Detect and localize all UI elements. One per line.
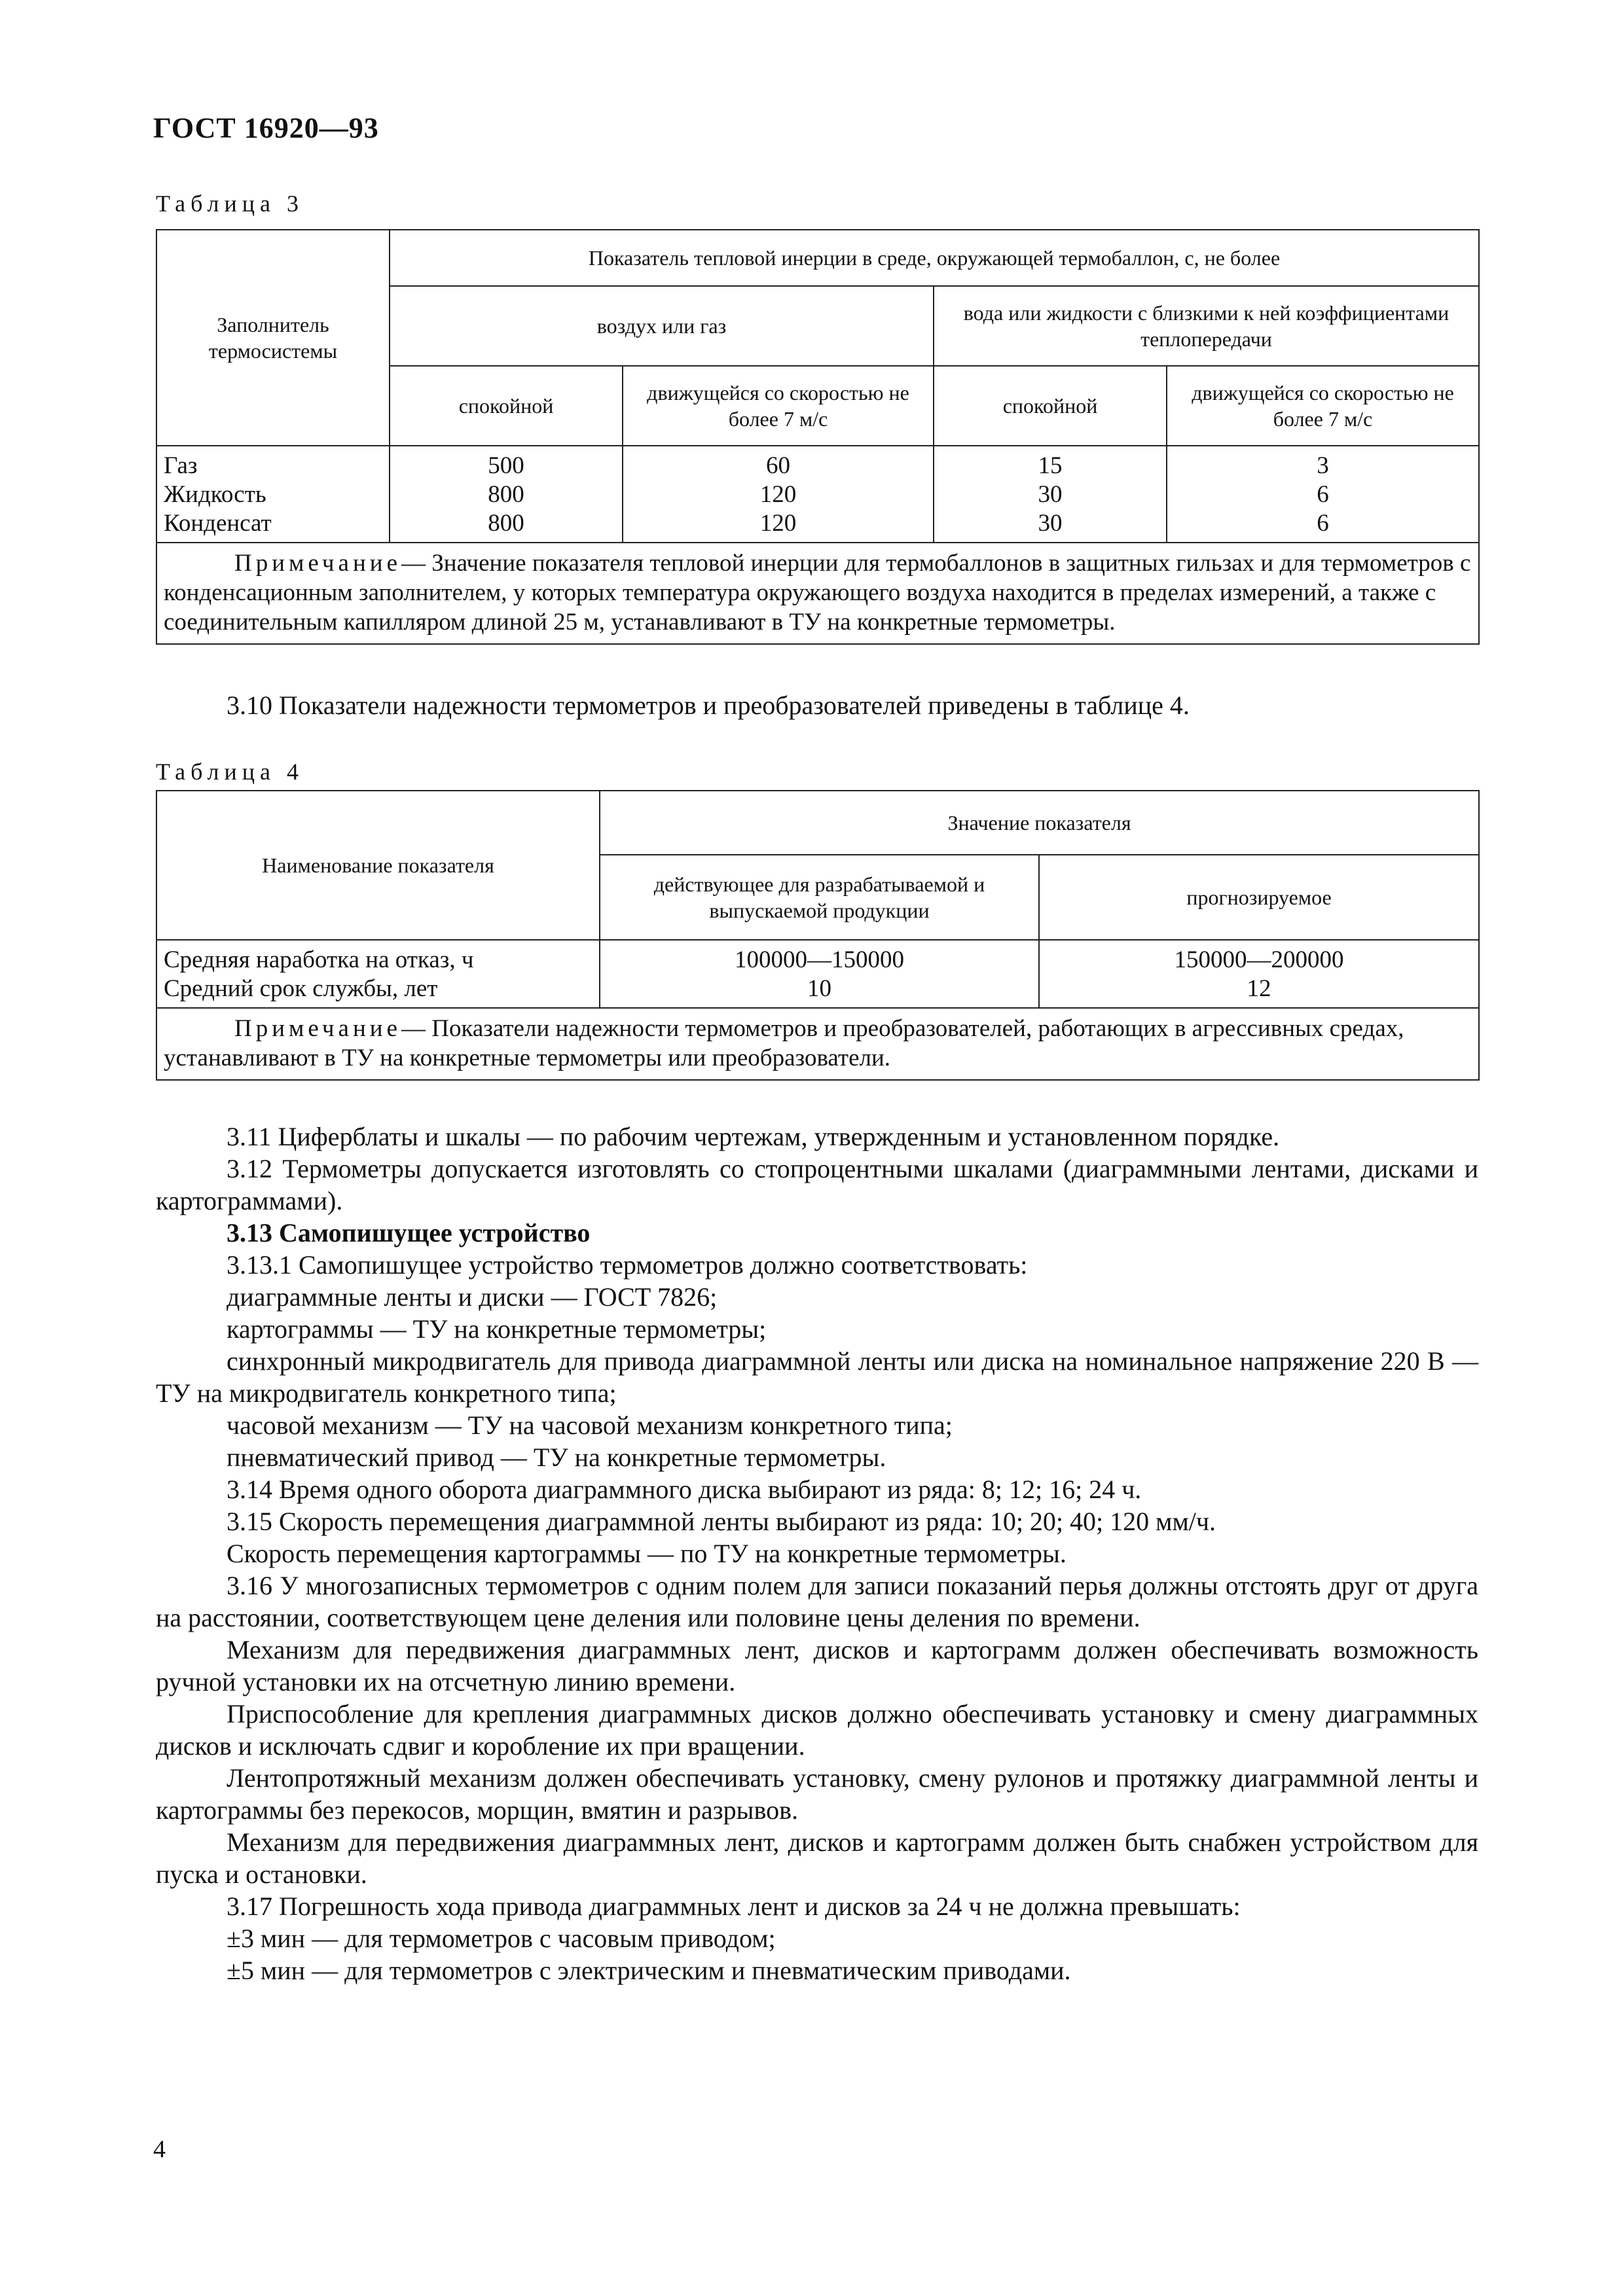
document-title: ГОСТ 16920—93	[153, 112, 379, 144]
table-3-value: 3	[1317, 452, 1329, 479]
paragraph: синхронный микродвигатель для привода диаграммной ленты или диска на номинальное напряжение 220 В — ТУ на микродвигатель конкретного типа;	[156, 1346, 1478, 1408]
table-3-value: 60	[766, 452, 790, 479]
table-3-value: 500	[488, 452, 524, 479]
table-3	[156, 229, 1480, 645]
paragraph: 3.13.1 Самопишущее устройство термометров должно соответствовать:	[227, 1250, 1028, 1280]
paragraph: 3.11 Циферблаты и шкалы — по рабочим чертежам, утвержденным и установленном порядке.	[227, 1122, 1280, 1151]
table-4-row-name: Средняя наработка на отказ, ч	[164, 946, 474, 973]
table-3-row-header: Заполнитель термосистемы	[156, 230, 390, 446]
table-3-note	[156, 543, 1479, 644]
table-4-value: 10	[807, 975, 831, 1002]
table-4-caption: Таблица 4	[156, 759, 304, 785]
table-3-row-name: Жидкость	[164, 481, 266, 508]
table-3-medium-water: вода или жидкости с близкими к ней коэффициентами теплопередачи	[934, 286, 1479, 366]
paragraph: ±5 мин — для термометров с электрическим и пневматическим приводами.	[227, 1956, 1071, 1985]
paragraph: 3.16 У многозаписных термометров с одним полем для записи показаний перья должны отстоять друг от друга на расстоянии, соответствующем цене деления или половине цены деления по времени.	[156, 1571, 1478, 1632]
page-number: 4	[153, 2136, 166, 2163]
table-4-row-name: Средний срок службы, лет	[164, 975, 438, 1002]
section-heading: 3.13 Самопишущее устройство	[227, 1218, 591, 1247]
table-4-group-title: Значение показателя	[600, 791, 1479, 855]
table-3-medium-air: воздух или газ	[390, 286, 934, 366]
table-4	[156, 790, 1480, 1081]
paragraph: пневматический привод — ТУ на конкретные термометры.	[227, 1443, 886, 1472]
table-3-value: 800	[488, 510, 524, 537]
table-4-note	[156, 1008, 1479, 1080]
paragraph: Скорость перемещения картограммы — по ТУ на конкретные термометры.	[227, 1539, 1067, 1568]
paragraph: диаграммные ленты и диски — ГОСТ 7826;	[227, 1282, 718, 1312]
table-3-value: 6	[1317, 481, 1329, 508]
table-4-col-current: действующее для разрабатываемой и выпускаемой продукции	[600, 855, 1039, 940]
table-3-air-calm-cell	[390, 446, 623, 543]
table-4-value: 12	[1247, 975, 1271, 1002]
paragraph: 3.15 Скорость перемещения диаграммной ленты выбирают из ряда: 10; 20; 40; 120 мм/ч.	[227, 1507, 1216, 1536]
table-3-value: 6	[1317, 510, 1329, 537]
paragraph-3-10: 3.10 Показатели надежности термометров и преобразователей приведены в таблице 4.	[227, 691, 1190, 720]
table-3-caption: Таблица 3	[156, 190, 304, 217]
table-4-value: 150000—200000	[1174, 946, 1344, 973]
table-4-col-forecast: прогнозируемое	[1039, 855, 1479, 940]
paragraph: Приспособление для крепления диаграммных дисков должно обеспечивать установку и смену диаграммных дисков и исключать сдвиг и коробление их при вращении.	[156, 1699, 1478, 1761]
table-4-forecast-cell	[1039, 940, 1479, 1008]
table-3-value: 30	[1038, 510, 1063, 537]
table-3-row-name: Конденсат	[164, 510, 272, 537]
table-4-names-cell	[156, 940, 600, 1008]
paragraph: картограммы — ТУ на конкретные термометры;	[227, 1314, 767, 1344]
table-4-note-text: — Показатели надежности термометров и преобразователей, работающих в агрессивных средах, устанавливают в ТУ на конкретные термометры или преобразователи.	[164, 1015, 1404, 1071]
table-3-row-name: Газ	[164, 452, 198, 479]
paragraph: ±3 мин — для термометров с часовым приводом;	[227, 1924, 776, 1953]
table-3-note-label: Примечание	[234, 550, 401, 577]
table-3-group-title: Показатель тепловой инерции в среде, окружающей термобаллон, с, не более	[390, 230, 1479, 286]
paragraph: 3.12 Термометры допускается изготовлять со стопроцентными шкалами (диаграммными лентами, дисками и картограммами).	[156, 1154, 1478, 1215]
table-3-value: 800	[488, 481, 524, 508]
table-3-value: 120	[759, 510, 797, 537]
paragraph: Механизм для передвижения диаграммных лент, дисков и картограмм должен быть снабжен устройством для пуска и остановки.	[156, 1827, 1478, 1889]
table-3-water-calm-cell	[934, 446, 1167, 543]
table-3-value: 15	[1038, 452, 1063, 479]
paragraph: Механизм для передвижения диаграммных лент, дисков и картограмм должен обеспечивать возможность ручной установки их на отсчетную линию времени.	[156, 1635, 1478, 1696]
main-body-text	[156, 1121, 1478, 1986]
table-3-air-moving-cell	[623, 446, 934, 543]
table-4-value: 100000—150000	[735, 946, 904, 973]
table-3-value: 30	[1038, 481, 1063, 508]
table-3-sub-moving-water: движущейся со скоростью не более 7 м/с	[1167, 366, 1479, 446]
table-3-sub-moving-air: движущейся со скоростью не более 7 м/с	[623, 366, 934, 446]
paragraph: Лентопротяжный механизм должен обеспечивать установку, смену рулонов и протяжку диаграммной ленты и картограммы без перекосов, морщин, вмятин и разрывов.	[156, 1763, 1478, 1825]
paragraph: 3.14 Время одного оборота диаграммного диска выбирают из ряда: 8; 12; 16; 24 ч.	[227, 1475, 1142, 1504]
table-3-water-moving-cell	[1167, 446, 1479, 543]
table-3-sub-calm-water: спокойной	[934, 366, 1167, 446]
paragraph: 3.17 Погрешность хода привода диаграммных лент и дисков за 24 ч не должна превышать:	[227, 1892, 1241, 1921]
table-3-sub-calm-air: спокойной	[390, 366, 623, 446]
table-3-value: 120	[759, 481, 797, 508]
paragraph: часовой механизм — ТУ на часовой механизм конкретного типа;	[227, 1410, 953, 1440]
table-4-row-header: Наименование показателя	[156, 791, 600, 940]
table-4-note-label: Примечание	[234, 1015, 401, 1042]
table-3-note-text: — Значение показателя тепловой инерции для термобаллонов в защитных гильзах и для термометров с конденсационным заполнителем, у которых температура окружающего воздуха находится в пределах измерений, а также с соединительным капилляром длиной 25 м, устанавливают в ТУ на конкретные термометры.	[164, 550, 1471, 636]
paragraph-3-10-block	[156, 689, 1478, 721]
table-4-current-cell	[600, 940, 1039, 1008]
table-3-names-cell	[156, 446, 390, 543]
